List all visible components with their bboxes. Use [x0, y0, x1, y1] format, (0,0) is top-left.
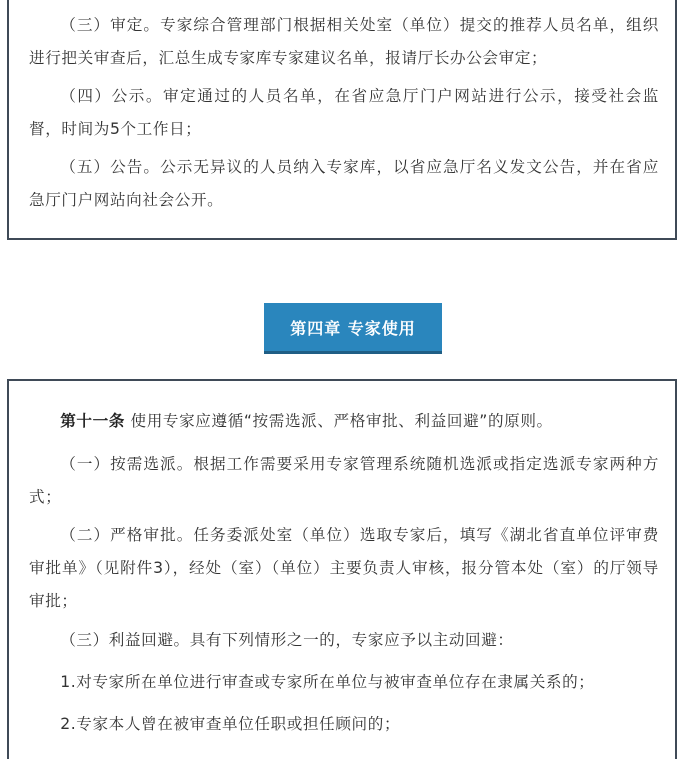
chapter-heading: 第四章 专家使用	[264, 303, 442, 351]
paragraph-approval: （二）严格审批。任务委派处室（单位）选取专家后，填写《湖北省直单位评审费审批单》（见附件3），经处（室）（单位）主要负责人审核，报分管本处（室）的厅领导审批；	[29, 526, 659, 610]
article-text: 使用专家应遵循“按需选派、严格审批、利益回避”的原则。	[124, 412, 553, 430]
list-item-2: 2.专家本人曾在被审查单位任职或担任顾问的；	[60, 715, 401, 733]
expert-usage-text-box	[7, 379, 677, 759]
list-item-1: 1.对专家所在单位进行审查或专家所在单位与被审查单位存在隶属关系的；	[60, 673, 595, 691]
paragraph-avoidance: （三）利益回避。具有下列情形之一的，专家应予以主动回避：	[60, 631, 514, 649]
paragraph-on-demand: （一）按需选派。根据工作需要采用专家管理系统随机选派或指定选派专家两种方式；	[29, 455, 659, 506]
heading-underline	[264, 351, 442, 354]
procedure-text-box	[7, 0, 677, 240]
chapter-heading-banner	[264, 303, 442, 351]
paragraph-review: （三）审定。专家综合管理部门根据相关处室（单位）提交的推荐人员名单，组织进行把关审查后，汇总生成专家库专家建议名单，报请厅长办公会审定；	[29, 16, 659, 67]
paragraph-announcement: （五）公告。公示无异议的人员纳入专家库，以省应急厅名义发文公告，并在省应急厅门户网站向社会公开。	[29, 158, 659, 209]
article-11	[29, 405, 659, 438]
article-label: 第十一条	[60, 412, 125, 430]
paragraph-publicity: （四）公示。审定通过的人员名单，在省应急厅门户网站进行公示，接受社会监督，时间为5个工作日；	[29, 87, 659, 138]
